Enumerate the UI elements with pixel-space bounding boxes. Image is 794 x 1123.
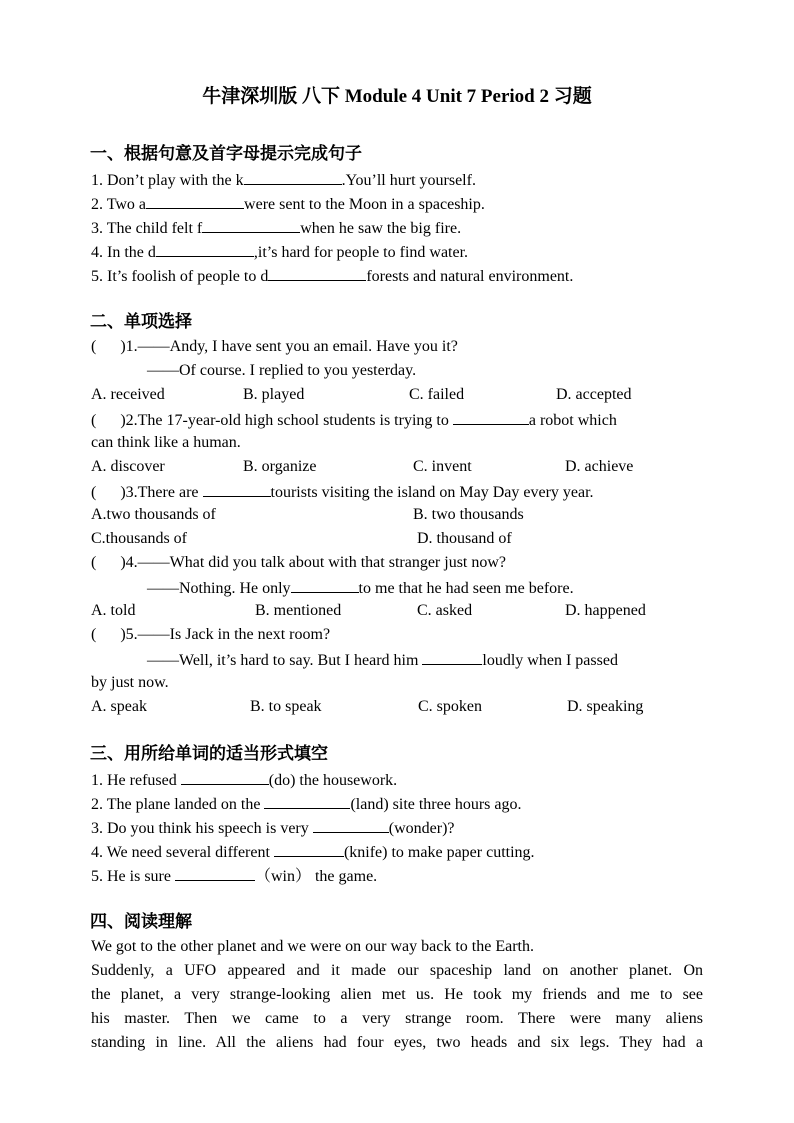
- q4-option-b[interactable]: B. mentioned: [255, 602, 342, 619]
- s3-item-4: 4. We need several different (knife) to make paper cutting.: [91, 839, 535, 865]
- answer-blank[interactable]: [244, 167, 342, 185]
- q3-stem: ( )3.There are tourists visiting the island on May Day every year.: [91, 479, 594, 505]
- q5-option-a[interactable]: A. speak: [91, 698, 147, 715]
- reading-line-5: standing in line. All the aliens had four eyes, two heads and six legs. They had a: [91, 1034, 703, 1051]
- answer-blank[interactable]: [181, 767, 269, 785]
- q1-option-c[interactable]: C. failed: [409, 386, 465, 403]
- q3-option-c[interactable]: C.thousands of: [91, 530, 187, 547]
- q2-option-d[interactable]: D. achieve: [565, 458, 634, 475]
- q1-option-b[interactable]: B. played: [243, 386, 305, 403]
- q2-option-a[interactable]: A. discover: [91, 458, 165, 475]
- q1-stem: ( )1.——Andy, I have sent you an email. Have you it?: [91, 338, 458, 355]
- s1-item-4: 4. In the d ,it’s hard for people to find water.: [91, 239, 468, 265]
- q3-option-b[interactable]: B. two thousands: [413, 506, 524, 523]
- s3-item-2: 2. The plane landed on the (land) site three hours ago.: [91, 791, 522, 817]
- reading-line-3: the planet, a very strange-looking alien met us. He took my friends and me to see: [91, 986, 703, 1003]
- q4-option-c[interactable]: C. asked: [417, 602, 473, 619]
- reading-line-1: We got to the other planet and we were on our way back to the Earth.: [91, 938, 534, 955]
- answer-blank[interactable]: [146, 191, 244, 209]
- q3-option-d[interactable]: D. thousand of: [417, 530, 512, 547]
- q5-reply: ——Well, it’s hard to say. But I heard him loudly when I passed: [147, 647, 618, 673]
- reading-line-2: Suddenly, a UFO appeared and it made our spaceship land on another planet. On: [91, 962, 703, 979]
- q2-stem: ( )2.The 17-year-old high school students is trying to a robot which: [91, 407, 617, 433]
- s1-item-5: 5. It’s foolish of people to d forests and natural environment.: [91, 263, 573, 289]
- answer-blank[interactable]: [175, 863, 255, 881]
- q1-reply: ——Of course. I replied to you yesterday.: [147, 362, 417, 379]
- s1-item-2: 2. Two a were sent to the Moon in a spaceship.: [91, 191, 485, 217]
- q4-option-d[interactable]: D. happened: [565, 602, 646, 619]
- q2-option-c[interactable]: C. invent: [413, 458, 472, 475]
- s3-item-1: 1. He refused (do) the housework.: [91, 767, 397, 793]
- answer-blank[interactable]: [313, 815, 389, 833]
- section1-heading: 一、根据句意及首字母提示完成句子: [90, 144, 362, 164]
- page-title: 牛津深圳版 八下 Module 4 Unit 7 Period 2 习题: [202, 86, 592, 107]
- s1-item-1: 1. Don’t play with the k .You’ll hurt yourself.: [91, 167, 476, 193]
- answer-blank[interactable]: [156, 239, 254, 257]
- section3-heading: 三、用所给单词的适当形式填空: [90, 744, 328, 764]
- s3-item-3: 3. Do you think his speech is very (wonder)?: [91, 815, 455, 841]
- q2-stem-cont: can think like a human.: [91, 434, 241, 451]
- answer-blank[interactable]: [264, 791, 350, 809]
- answer-blank[interactable]: [202, 215, 300, 233]
- s1-item-3: 3. The child felt f when he saw the big fire.: [91, 215, 461, 241]
- answer-paren[interactable]: ( ): [91, 626, 126, 643]
- answer-paren[interactable]: ( ): [91, 412, 126, 429]
- answer-blank[interactable]: [274, 839, 344, 857]
- section2-heading: 二、单项选择: [90, 312, 192, 332]
- answer-blank[interactable]: [203, 479, 271, 497]
- answer-blank[interactable]: [268, 263, 366, 281]
- answer-paren[interactable]: ( ): [91, 554, 126, 571]
- q5-option-b[interactable]: B. to speak: [250, 698, 322, 715]
- section4-heading: 四、阅读理解: [90, 912, 192, 932]
- q4-stem: ( )4.——What did you talk about with that stranger just now?: [91, 554, 507, 571]
- q2-option-b[interactable]: B. organize: [243, 458, 317, 475]
- answer-blank[interactable]: [291, 575, 359, 593]
- answer-blank[interactable]: [453, 407, 529, 425]
- q5-option-c[interactable]: C. spoken: [418, 698, 482, 715]
- q1-option-a[interactable]: A. received: [91, 386, 165, 403]
- q1-option-d[interactable]: D. accepted: [556, 386, 632, 403]
- q4-option-a[interactable]: A. told: [91, 602, 136, 619]
- q5-stem: ( )5.——Is Jack in the next room?: [91, 626, 331, 643]
- answer-paren[interactable]: ( ): [91, 484, 126, 501]
- reading-line-4: his master. Then we came to a very strange room. There were many aliens: [91, 1010, 703, 1027]
- q4-reply: ——Nothing. He only to me that he had seen me before.: [147, 575, 574, 601]
- q3-option-a[interactable]: A.two thousands of: [91, 506, 216, 523]
- answer-paren[interactable]: ( ): [91, 338, 126, 355]
- answer-blank[interactable]: [422, 647, 482, 665]
- q5-reply-cont: by just now.: [91, 674, 169, 691]
- s3-item-5: 5. He is sure （win） the game.: [91, 863, 377, 889]
- q5-option-d[interactable]: D. speaking: [567, 698, 644, 715]
